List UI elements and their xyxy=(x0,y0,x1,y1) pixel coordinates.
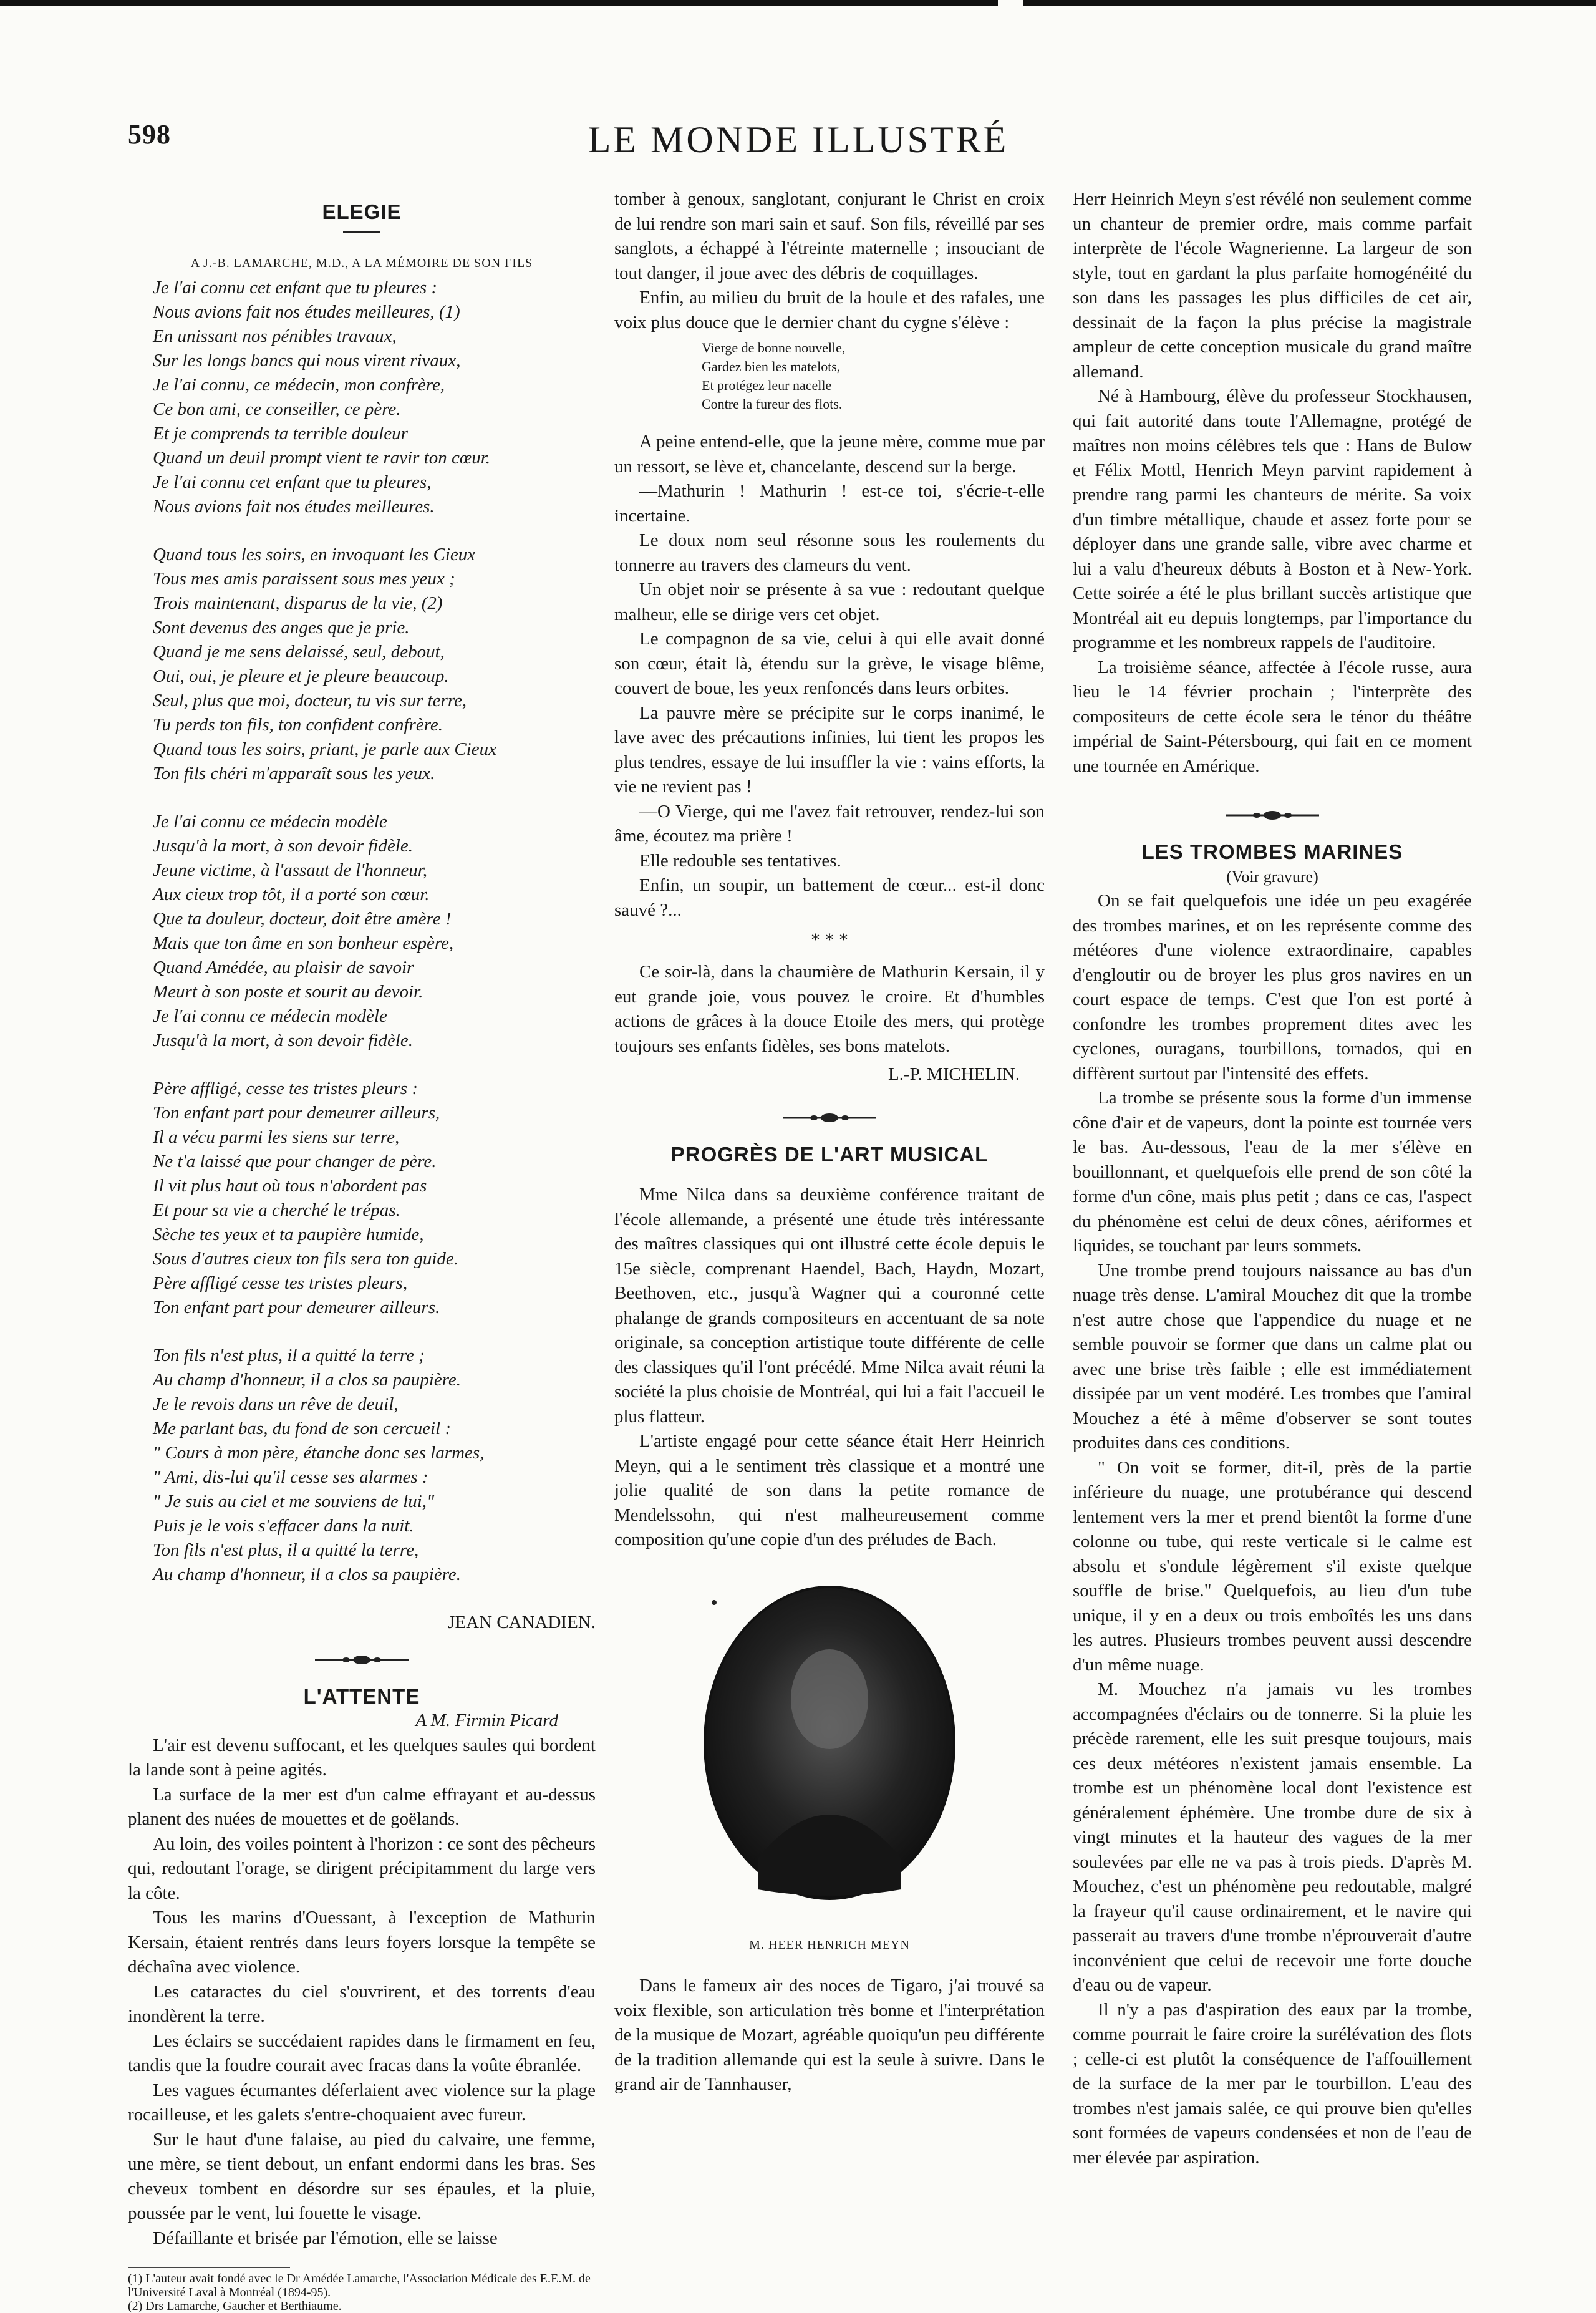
song-line: Gardez bien les matelots, xyxy=(702,359,841,374)
poem-line: Quand Amédée, au plaisir de savoir xyxy=(153,958,414,977)
section-ornament xyxy=(1226,810,1319,821)
footnote-2: (2) Drs Lamarche, Gaucher et Berthiaume. xyxy=(128,2299,342,2313)
poem-line: Quand un deuil prompt vient te ravir ton cœur. xyxy=(153,448,491,468)
poem-line: " Ami, dis-lui qu'il cesse ses alarmes : xyxy=(153,1467,428,1487)
asterism: * * * xyxy=(811,929,848,950)
elegie-title: ELEGIE xyxy=(322,200,402,223)
poem-line: Mais que ton âme en son bonheur espère, xyxy=(153,933,454,953)
elegie-signature: JEAN CANADIEN. xyxy=(448,1612,596,1632)
paragraph: Un objet noir se présente à sa vue : redoutant quelque malheur, elle se dirige vers cet objet. xyxy=(614,579,1045,624)
page-header xyxy=(128,119,1469,175)
column-right xyxy=(1073,187,1472,2170)
poem-line: Ton enfant part pour demeurer ailleurs, xyxy=(153,1103,440,1123)
poem-line: Sont devenus des anges que je prie. xyxy=(153,618,410,638)
poem-line: Quand tous les soirs, priant, je parle aux Cieux xyxy=(153,739,496,759)
poem-line: Je le revois dans un rêve de deuil, xyxy=(153,1394,399,1414)
song-line: Contre la fureur des flots. xyxy=(702,396,843,412)
poem-line: Il a vécu parmi les siens sur terre, xyxy=(153,1127,400,1147)
poem-line: Ton enfant part pour demeurer ailleurs. xyxy=(153,1297,440,1317)
poem-line: En unissant nos pénibles travaux, xyxy=(153,326,397,346)
paragraph: Né à Hambourg, élève du professeur Stockhausen, qui fait autorité dans toute l'Allemagne, protégé de maîtres non moins célèbres tels que : Hans de Bulow et Félix Mottl, Henrich Meyn parvint rapidement à prendre rang parmi les chanteurs de mérite. Sa voix d'un timbre métallique, chaude et assez forte pour se déployer dans une grande salle, vibre avec charme et lui a valu d'heureux débuts à Boston et à New-York. Cette soirée a été le plus brillant succès artistique que Montréal ait eu depuis longtemps, par l'importance du programme et les nombreux rappels de l'auditoire. xyxy=(1073,386,1472,652)
poem-stanza xyxy=(128,1077,596,1320)
poem-stanza xyxy=(128,543,596,786)
poem-line: Ton fils chéri m'apparaît sous les yeux. xyxy=(153,764,435,783)
poem-stanza xyxy=(128,1344,596,1587)
portrait-caption: M. HEER HENRICH MEYN xyxy=(749,1937,910,1952)
attente-body xyxy=(128,1734,596,2251)
attente-title: L'ATTENTE xyxy=(303,1684,420,1708)
paragraph: M. Mouchez n'a jamais vu les trombes accompagnées d'éclairs ou de tonnerre. Si la pluie les précède rarement, elle les suit presque toujours, mais ces deux météores n'existent jamais ensemble. La trombe est un phénomène local dont l'existence est généralement éphémère. Une trombe dure de six à vingt minutes et la hauteur des vagues de la mer soulevées par elle ne va pas à trois pieds. D'après M. Mouchez, c'est un phénomène peu redoutable, malgré la frayeur qu'il cause ordinairement, et le navire qui passerait au travers d'une trombe n'éprouverait d'autre inconvénient que celui de recevoir une forte douche d'eau ou de vapeur. xyxy=(1073,1679,1472,1995)
poem-line: Je l'ai connu, ce médecin, mon confrère, xyxy=(153,375,445,395)
paragraph: La pauvre mère se précipite sur le corps inanimé, le lave avec des précautions infinies, lui tient les propos les plus tendres, essaye de lui insuffler la vie : vains efforts, la vie ne revient pas ! xyxy=(614,702,1045,797)
poem-line: Jeune victime, à l'assaut de l'honneur, xyxy=(153,860,428,880)
paragraph: Une trombe prend toujours naissance au bas d'un nuage très dense. L'amiral Mouchez dit que la trombe n'est autre chose que l'appendice du nuage et ne semble pouvoir se former que dans un calme plat ou avec une brise très faible ; elle est immédiatement dissipée par un vent modéré. Les trombes que l'amiral Mouchez a été à même d'observer se sont toutes produites dans ces conditions. xyxy=(1073,1260,1472,1453)
song-line: Et protégez leur nacelle xyxy=(702,377,832,393)
top-border-gap xyxy=(998,0,1023,7)
portrait-photo xyxy=(614,1565,1045,1921)
paragraph: La surface de la mer est d'un calme effrayant et au-dessus planent des nuées de mouettes et de goëlands. xyxy=(128,1784,596,1829)
trombes-subtitle: (Voir gravure) xyxy=(1226,867,1318,886)
paragraph: Elle redouble ses tentatives. xyxy=(639,850,841,871)
poem-line: Aux cieux trop tôt, il a porté son cœur. xyxy=(153,885,430,904)
paragraph: La trombe se présente sous la forme d'un immense cône d'air et de vapeurs, dont la pointe est tournée vers le bas. Au-dessous, l'eau de la mer s'élève en bouillonnant, et quelquefois elle prend de son côté la forme d'un cône, mais plus petit ; dans ce cas, l'aspect du phénomène est celui de deux cônes, aériformes et liquides, se touchant par leurs sommets. xyxy=(1073,1088,1472,1256)
footnote-1: (1) L'auteur avait fondé avec le Dr Amédée Lamarche, l'Association Médicale des E.E.M. de l'Université Laval à Montréal (1894-95). xyxy=(128,2272,591,2299)
paragraph: Il n'y a pas d'aspiration des eaux par la trombe, comme pourrait le faire croire la surélévation des flots ; celle-ci est plutôt la conséquence de l'affouillement de la surface de la mer par le tourbillon. L'eau des trombes n'est jamais salée, ce qui prouve bien qu'elles sont formées de vapeurs condensées et non de l'eau de mer élevée par aspiration. xyxy=(1073,1999,1472,2168)
column-middle xyxy=(614,187,1045,2097)
poem-line: Nous avions fait nos études meilleures, (1) xyxy=(153,302,460,322)
poem-line: Me parlant bas, du fond de son cercueil : xyxy=(153,1418,452,1438)
poem-line: Ton fils n'est plus, il a quitté la terre, xyxy=(153,1540,419,1560)
progres-after-portrait: Dans le fameux air des noces de Tigaro, j'ai trouvé sa voix flexible, son articulation très bonne et l'interprétation de la musique de Mozart, agréable quoiqu'un peu différente de la tradition allemande qui est la seule à suivre. Dans le grand air de Tannhauser, xyxy=(614,1976,1045,2094)
attente-continued xyxy=(614,187,1045,335)
attente-after-song xyxy=(614,430,1045,923)
paragraph: Les vagues écumantes déferlaient avec violence sur la plage rocailleuse, et les galets s'entre-choquaient avec fureur. xyxy=(128,2080,596,2125)
poem-line: Seul, plus que moi, docteur, tu vis sur terre, xyxy=(153,691,467,710)
poem-line: Je l'ai connu cet enfant que tu pleures : xyxy=(153,278,438,298)
poem-line: Ne t'a laissé que pour changer de père. xyxy=(153,1152,437,1171)
progres-title: PROGRÈS DE L'ART MUSICAL xyxy=(670,1142,989,1166)
poem-line: Je l'ai connu ce médecin modèle xyxy=(153,812,387,832)
poem-line: Père affligé, cesse tes tristes pleurs : xyxy=(153,1079,418,1098)
paragraph: —Mathurin ! Mathurin ! est-ce toi, s'écrie-t-elle incertaine. xyxy=(614,481,1045,526)
paragraph: Défaillante et brisée par l'émotion, elle se laisse xyxy=(153,2228,498,2248)
column-left xyxy=(128,187,596,2313)
poem-line: Au champ d'honneur, il a clos sa paupière. xyxy=(153,1564,462,1584)
masthead-title: LE MONDE ILLUSTRÉ xyxy=(588,119,1009,160)
paragraph: " On voit se former, dit-il, près de la partie inférieure du nuage, une protubérance qui descend lentement vers la mer et prend bientôt la forme d'une colonne ou tube, qui reste verticale si le calme est absolu et s'ondule légèrement s'il existe quelque souffle de brise." Quelquefois, au lieu d'un tube unique, il y en a deux ou trois emboîtés les uns dans les autres. Plusieurs trombes peuvent aussi descendre d'un même nuage. xyxy=(1073,1457,1472,1675)
attente-ending: Ce soir-là, dans la chaumière de Mathurin Kersain, il y eut grande joie, vous pouvez le croire. Et d'humbles actions de grâces à la douce Etoile des mers, qui protège toujours ses enfants fidèles, ses bons matelots. xyxy=(614,962,1045,1056)
poem-line: Il vit plus haut où tous n'abordent pas xyxy=(153,1176,427,1196)
poem-line: Sèche tes yeux et ta paupière humide, xyxy=(153,1224,424,1244)
paragraph: Les éclairs se succédaient rapides dans le firmament en feu, tandis que la foudre courait avec fracas dans la voûte ébranlée. xyxy=(128,2030,596,2075)
progres-body xyxy=(614,1183,1045,1553)
paragraph: Au loin, des voiles pointent à l'horizon : ce sont des pêcheurs qui, redoutant l'orage, se dirigent précipitamment du large vers la côte. xyxy=(128,1833,596,1903)
paragraph: Mme Nilca dans sa deuxième conférence traitant de l'école allemande, a présenté une étude très intéressante des maîtres classiques qui ont illustré cette école depuis le 15e siècle, comprenant Haendel, Bach, Haydn, Mozart, Beethoven, etc., jusqu'à Wagner qui a couronné cette phalange de grands compositeurs en accentuant de sa note originale, sa conception artistique toute différente de celle des classiques qu'il l'ont précédé. Mme Nilca avait réuni la société la plus choisie de Montréal, qui lui a fait l'accueil le plus flatteur. xyxy=(614,1185,1045,1427)
paragraph: A peine entend-elle, que la jeune mère, comme mue par un ressort, se lève et, chancelante, descend sur la berge. xyxy=(614,432,1045,477)
poem-line: Que ta douleur, docteur, doit être amère ! xyxy=(153,909,452,929)
poem-line: Sur les longs bancs qui nous virent rivaux, xyxy=(153,351,461,371)
paragraph: —O Vierge, qui me l'avez fait retrouver, rendez-lui son âme, écoutez ma prière ! xyxy=(614,801,1045,846)
paragraph: La troisième séance, affectée à l'école russe, aura lieu le 14 février prochain ; l'interprète des compositeurs de cette école sera le ténor du théâtre impérial de Saint-Pétersbourg, qui fait en ce moment une tournée en Amérique. xyxy=(1073,657,1472,776)
poem-line: Je l'ai connu cet enfant que tu pleures, xyxy=(153,472,432,492)
paragraph: Tous les marins d'Ouessant, à l'exception de Mathurin Kersain, étaient rentrés dans leurs foyers lorsque la tempête se déchaîna avec violence. xyxy=(128,1908,596,1977)
poem-line: Au champ d'honneur, il a clos sa paupière. xyxy=(153,1370,462,1390)
poem-line: Sous d'autres cieux ton fils sera ton guide. xyxy=(153,1249,459,1269)
attente-byline: A M. Firmin Picard xyxy=(415,1710,558,1730)
poem-line: Quand je me sens delaissé, seul, debout, xyxy=(153,642,445,662)
poem-line: " Je suis au ciel et me souviens de lui," xyxy=(153,1491,435,1511)
elegie-dedication: A J.-B. LAMARCHE, M.D., A LA MÉMOIRE DE SON FILS xyxy=(190,256,533,270)
attente-song xyxy=(614,339,1045,414)
poem-line: " Cours à mon père, étanche donc ses larmes, xyxy=(153,1443,485,1463)
poem-line: Tous mes amis paraissent sous mes yeux ; xyxy=(153,569,455,589)
attente-signature: L.-P. MICHELIN. xyxy=(887,1064,1020,1084)
top-border-rule xyxy=(0,0,1596,6)
poem-line: Nous avions fait nos études meilleures. xyxy=(153,497,435,516)
paragraph: Enfin, un soupir, un battement de cœur... est-il donc sauvé ?... xyxy=(614,875,1045,920)
paragraph: Le doux nom seul résonne sous les roulements du tonnerre au travers des clameurs du vent. xyxy=(614,530,1045,575)
progres-continued xyxy=(1073,187,1472,778)
elegie-poem xyxy=(128,276,596,1587)
section-ornament xyxy=(315,1654,409,1666)
poem-stanza xyxy=(128,276,596,519)
trombes-body xyxy=(1073,889,1472,2170)
paragraph: Enfin, au milieu du bruit de la houle et des rafales, une voix plus douce que le dernier chant du cygne s'élève : xyxy=(614,288,1045,332)
poem-line: Et pour sa vie a cherché le trépas. xyxy=(153,1200,400,1220)
poem-line: Meurt à son poste et sourit au devoir. xyxy=(153,982,423,1002)
poem-stanza xyxy=(128,810,596,1053)
page-number: 598 xyxy=(128,119,171,150)
poem-line: Jusqu'à la mort, à son devoir fidèle. xyxy=(153,836,413,856)
poem-line: Et je comprends ta terrible douleur xyxy=(153,424,408,444)
paragraph: L'artiste engagé pour cette séance était Herr Heinrich Meyn, qui a le sentiment très classique et a montré une jolie qualité de son dans la petite romance de Mendelssohn, qui n'est malheureusement comme composition qu'une copie d'un des préludes de Bach. xyxy=(614,1431,1045,1549)
poem-line: Trois maintenant, disparus de la vie, (2) xyxy=(153,593,443,613)
paragraph: Sur le haut d'une falaise, au pied du calvaire, une femme, une mère, se tient debout, un enfant endormi dans les bras. Ses cheveux tombent en désordre sur ses épaules, et la pluie, poussée par le vent, lui fouette le visage. xyxy=(128,2129,596,2223)
paragraph: tomber à genoux, sanglotant, conjurant le Christ en croix de lui rendre son mari sain et sauf. Son fils, réveillé par ses sanglots, a échappé à l'étreinte maternelle ; insouciant de tout danger, il joue avec des débris de coquillages. xyxy=(614,189,1045,283)
paragraph: L'air est devenu suffocant, et les quelques saules qui bordent la lande sont à peine agités. xyxy=(128,1735,596,1780)
paragraph: Le compagnon de sa vie, celui à qui elle avait donné son cœur, était là, étendu sur la grève, le visage blême, couvert de boue, les yeux renfoncés dans leurs orbites. xyxy=(614,629,1045,698)
poem-line: Tu perds ton fils, ton confident confrère. xyxy=(153,715,443,735)
poem-line: Quand tous les soirs, en invoquant les Cieux xyxy=(153,545,476,565)
paragraph: Les cataractes du ciel s'ouvrirent, et des torrents d'eau inondèrent la terre. xyxy=(128,1981,596,2026)
poem-line: Ce bon ami, ce conseiller, ce père. xyxy=(153,399,401,419)
poem-line: Oui, oui, je pleure et je pleure beaucoup. xyxy=(153,666,449,686)
footnotes xyxy=(128,2263,596,2313)
trombes-title: LES TROMBES MARINES xyxy=(1141,840,1403,863)
title-rule xyxy=(343,231,380,233)
section-ornament xyxy=(783,1112,876,1123)
song-line: Vierge de bonne nouvelle, xyxy=(702,340,846,356)
paragraph: Herr Heinrich Meyn s'est révélé non seulement comme un chanteur de premier ordre, mais comme parfait interprète de l'école Wagnerienne. La largeur de son style, tout en gardant la plus parfaite homogénéité du son dans les passages les plus difficiles de cet air, dessinait de la façon la plus précise la magistrale ampleur de cette conception musicale du grand maître allemand. xyxy=(1073,189,1472,382)
poem-line: Jusqu'à la mort, à son devoir fidèle. xyxy=(153,1030,413,1050)
poem-line: Père affligé cesse tes tristes pleurs, xyxy=(153,1273,408,1293)
paragraph: On se fait quelquefois une idée un peu exagérée des trombes marines, et on les représente comme des météores d'une violence extraordinaire, capables d'engloutir ou de broyer les plus gros navires en un court espace de temps. C'est que l'on est porté à confondre les trombes proprement dites avec les cyclones, ouragans, tourbillons, tornados, qui en diffèrent surtout par l'intensité des effets. xyxy=(1073,891,1472,1084)
portrait-image xyxy=(614,1565,1045,1921)
poem-line: Puis je le vois s'effacer dans la nuit. xyxy=(153,1516,414,1536)
poem-line: Ton fils n'est plus, il a quitté la terre ; xyxy=(153,1346,425,1365)
poem-line: Je l'ai connu ce médecin modèle xyxy=(153,1006,387,1026)
